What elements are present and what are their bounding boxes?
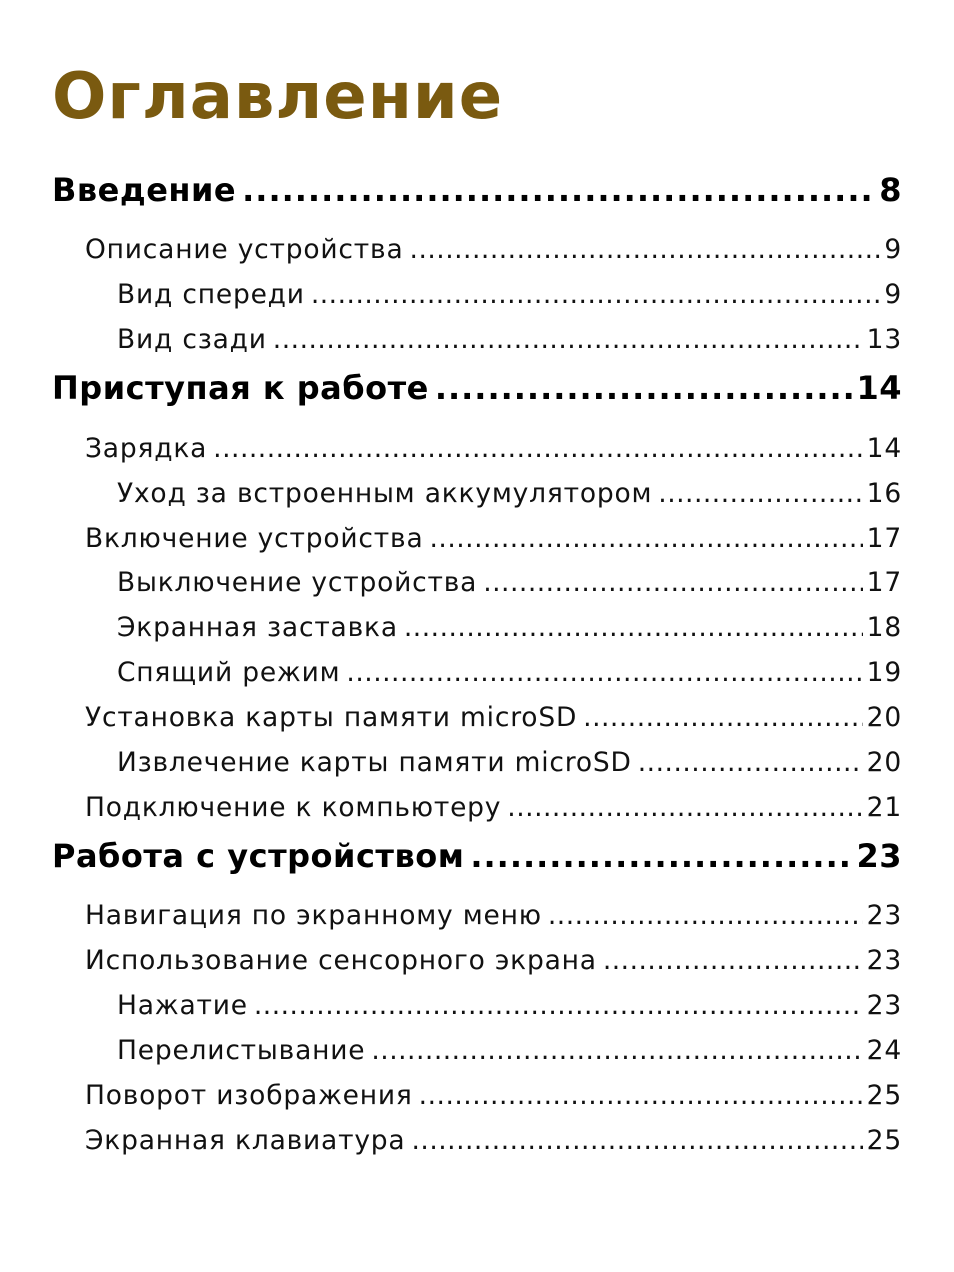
toc-page-number: 20 xyxy=(866,702,902,733)
toc-entry-label: Поворот изображения xyxy=(85,1080,413,1111)
toc-page-number: 8 xyxy=(879,171,902,209)
toc-entry-front-view[interactable] xyxy=(117,278,902,312)
toc-entry-label: Экранная клавиатура xyxy=(85,1125,406,1156)
toc-page-number: 9 xyxy=(884,234,902,265)
toc-entry-menu-navigation[interactable] xyxy=(85,899,902,933)
toc-entry-label: Экранная заставка xyxy=(117,612,398,643)
dot-leader xyxy=(638,746,863,780)
toc-entry-label: Спящий режим xyxy=(117,657,341,688)
toc-page-number: 25 xyxy=(866,1080,902,1111)
toc-page-number: 24 xyxy=(866,1035,902,1066)
toc-page-number: 17 xyxy=(866,523,902,554)
toc-entry-rear-view[interactable] xyxy=(117,323,902,357)
dot-leader xyxy=(435,368,853,408)
toc-entry-label: Установка карты памяти microSD xyxy=(85,702,578,733)
toc-entry-device-description[interactable] xyxy=(85,233,902,267)
toc-entry-label: Уход за встроенным аккумулятором xyxy=(117,478,653,509)
toc-entry-label: Использование сенсорного экрана xyxy=(85,945,597,976)
dot-leader xyxy=(603,944,863,978)
toc-entry-label: Подключение к компьютеру xyxy=(85,792,502,823)
toc-entry-label: Введение xyxy=(52,171,237,209)
toc-entry-pc-connection[interactable] xyxy=(85,791,902,825)
toc-entry-getting-started[interactable] xyxy=(52,368,902,408)
dot-leader xyxy=(410,233,881,267)
toc-page-number: 23 xyxy=(866,900,902,931)
toc-page-number: 23 xyxy=(866,945,902,976)
dot-leader xyxy=(242,170,875,210)
toc-page-number: 16 xyxy=(866,478,902,509)
toc-entry-introduction[interactable] xyxy=(52,170,902,210)
dot-leader xyxy=(583,701,863,735)
toc-page-number: 23 xyxy=(866,990,902,1021)
toc-page-number: 20 xyxy=(866,747,902,778)
dot-leader xyxy=(483,566,862,600)
dot-leader xyxy=(273,323,863,357)
toc-page-number: 14 xyxy=(866,433,902,464)
toc-entry-image-rotation[interactable] xyxy=(85,1079,902,1113)
dot-leader xyxy=(507,791,862,825)
dot-leader xyxy=(404,611,863,645)
dot-leader xyxy=(411,1124,862,1158)
toc-entry-label: Выключение устройства xyxy=(117,567,478,598)
toc-page-number: 21 xyxy=(866,792,902,823)
toc-entry-label: Перелистывание xyxy=(117,1035,366,1066)
toc-page-number: 18 xyxy=(866,612,902,643)
dot-leader xyxy=(419,1079,863,1113)
toc-page-number: 25 xyxy=(866,1125,902,1156)
dot-leader xyxy=(213,432,863,466)
toc-page-number: 17 xyxy=(866,567,902,598)
toc-entry-label: Описание устройства xyxy=(85,234,404,265)
dot-leader xyxy=(658,477,862,511)
toc-entry-tap[interactable] xyxy=(117,989,902,1023)
toc-entry-label: Включение устройства xyxy=(85,523,424,554)
toc-entry-power-off[interactable] xyxy=(117,566,902,600)
toc-entry-label: Приступая к работе xyxy=(52,369,429,407)
toc-page-number: 23 xyxy=(856,837,902,875)
toc-page-number: 14 xyxy=(856,369,902,407)
toc-page-number: 13 xyxy=(866,324,902,355)
toc-page-number: 19 xyxy=(866,657,902,688)
dot-leader xyxy=(470,836,852,876)
toc-entry-label: Нажатие xyxy=(117,990,248,1021)
toc-entry-label: Работа с устройством xyxy=(52,837,465,875)
toc-entry-working-with-device[interactable] xyxy=(52,836,902,876)
dot-leader xyxy=(254,989,863,1023)
dot-leader xyxy=(371,1034,862,1068)
dot-leader xyxy=(311,278,881,312)
toc-entry-label: Вид спереди xyxy=(117,279,305,310)
toc-entry-microsd-remove[interactable] xyxy=(117,746,902,780)
toc-entry-screensaver[interactable] xyxy=(117,611,902,645)
toc-entry-touchscreen-usage[interactable] xyxy=(85,944,902,978)
toc-entry-sleep-mode[interactable] xyxy=(117,656,902,690)
toc-entry-charging[interactable] xyxy=(85,432,902,466)
page-title: Оглавление xyxy=(52,60,504,134)
dot-leader xyxy=(429,522,862,556)
toc-entry-battery-care[interactable] xyxy=(117,477,902,511)
toc-entry-label: Навигация по экранному меню xyxy=(85,900,542,931)
toc-entry-label: Извлечение карты памяти microSD xyxy=(117,747,632,778)
toc-entry-power-on[interactable] xyxy=(85,522,902,556)
dot-leader xyxy=(346,656,862,690)
toc-entry-label: Зарядка xyxy=(85,433,208,464)
toc-entry-swipe[interactable] xyxy=(117,1034,902,1068)
toc-entry-label: Вид сзади xyxy=(117,324,267,355)
toc-entry-microsd-install[interactable] xyxy=(85,701,902,735)
dot-leader xyxy=(548,899,863,933)
toc-entry-onscreen-keyboard[interactable] xyxy=(85,1124,902,1158)
toc-page-number: 9 xyxy=(884,279,902,310)
